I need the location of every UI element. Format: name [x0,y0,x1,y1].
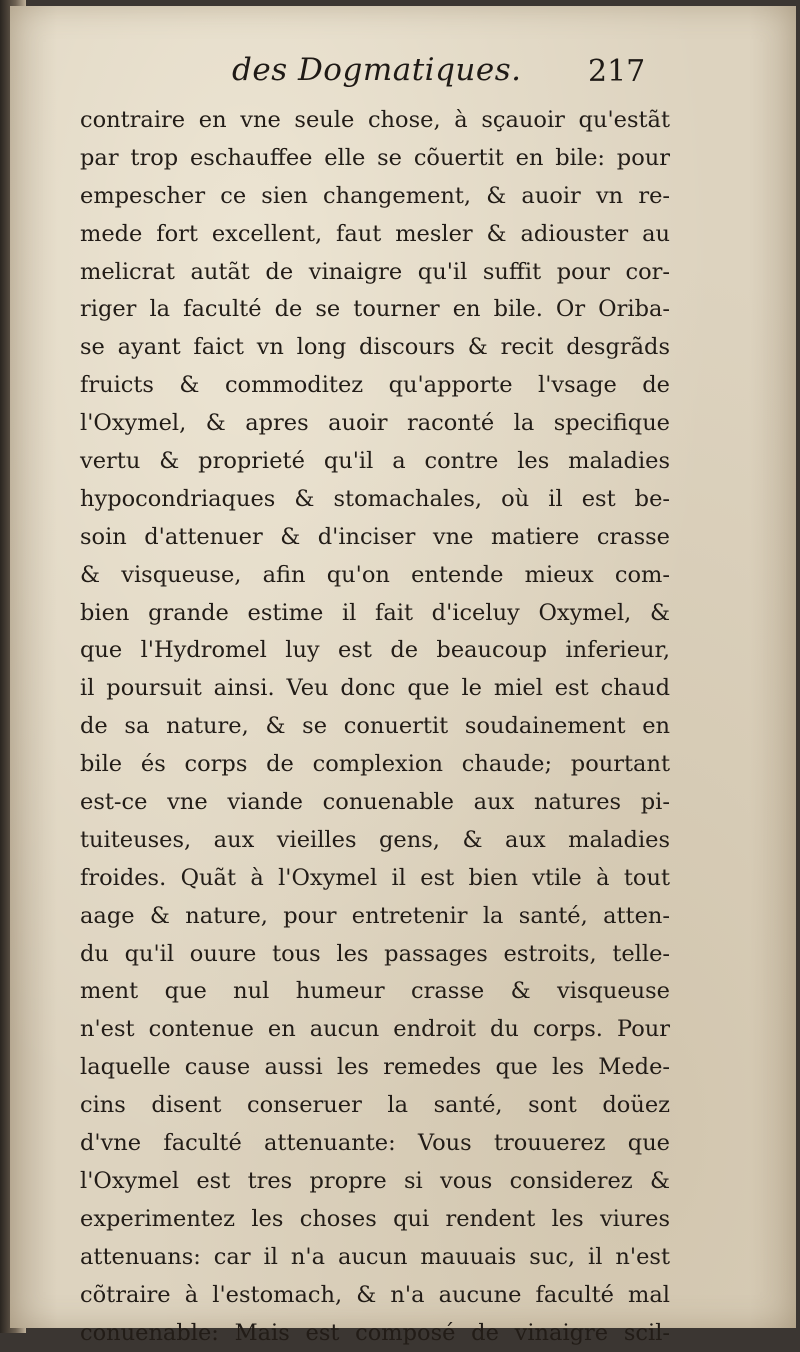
text-line: du qu'il ouure tous les passages estroits, telle- [80,936,670,974]
text-line: n'est contenue en aucun endroit du corps. Pour [80,1011,670,1049]
text-line: de sa nature, & se conuertit soudainement en [80,708,670,746]
text-line: ment que nul humeur crasse & visqueuse [80,973,670,1011]
text-line: empescher ce sien changement, & auoir vn re- [80,178,670,216]
text-line: riger la faculté de se tourner en bile. Or Oriba- [80,291,670,329]
text-line: attenuans: car il n'a aucun mauuais suc, il n'est [80,1239,670,1277]
text-line: hypocondriaques & stomachales, où il est be- [80,481,670,519]
body-text [80,102,670,1352]
text-line: laquelle cause aussi les remedes que les Mede- [80,1049,670,1087]
book-page [10,6,796,1328]
text-line: soin d'attenuer & d'inciser vne matiere crasse [80,519,670,557]
text-line: experimentez les choses qui rendent les viures [80,1201,670,1239]
text-line: cõtraire à l'estomach, & n'a aucune faculté mal [80,1277,670,1315]
text-line: il poursuit ainsi. Veu donc que le miel est chaud [80,670,670,708]
text-line: & visqueuse, afin qu'on entende mieux com- [80,557,670,595]
text-line: contraire en vne seule chose, à sçauoir qu'estãt [80,102,670,140]
text-line: l'Oxymel est tres propre si vous considerez & [80,1163,670,1201]
text-line: par trop eschauffee elle se cõuertit en bile: pour [80,140,670,178]
text-line: cins disent conseruer la santé, sont doüez [80,1087,670,1125]
text-line: tuiteuses, aux vieilles gens, & aux maladies [80,822,670,860]
page-header [10,52,796,96]
text-line: conuenable: Mais est composé de vinaigre scil- [80,1315,670,1352]
text-line: se ayant faict vn long discours & recit desgrãds [80,329,670,367]
text-line: est-ce vne viande conuenable aux natures pi- [80,784,670,822]
text-line: d'vne faculté attenuante: Vous trouuerez que [80,1125,670,1163]
text-line: fruicts & commoditez qu'apporte l'vsage de [80,367,670,405]
text-line: bien grande estime il fait d'iceluy Oxymel, & [80,595,670,633]
text-line: mede fort excellent, faut mesler & adiouster au [80,216,670,254]
running-title: des Dogmatiques. [232,52,521,88]
page-number: 217 [588,54,645,89]
text-line: aage & nature, pour entretenir la santé, atten- [80,898,670,936]
text-line: bile és corps de complexion chaude; pourtant [80,746,670,784]
text-line: vertu & proprieté qu'il a contre les maladies [80,443,670,481]
text-line: l'Oxymel, & apres auoir raconté la specifique [80,405,670,443]
text-line: melicrat autãt de vinaigre qu'il suffit pour cor- [80,254,670,292]
text-line: que l'Hydromel luy est de beaucoup inferieur, [80,632,670,670]
text-line: froides. Quãt à l'Oxymel il est bien vtile à tout [80,860,670,898]
